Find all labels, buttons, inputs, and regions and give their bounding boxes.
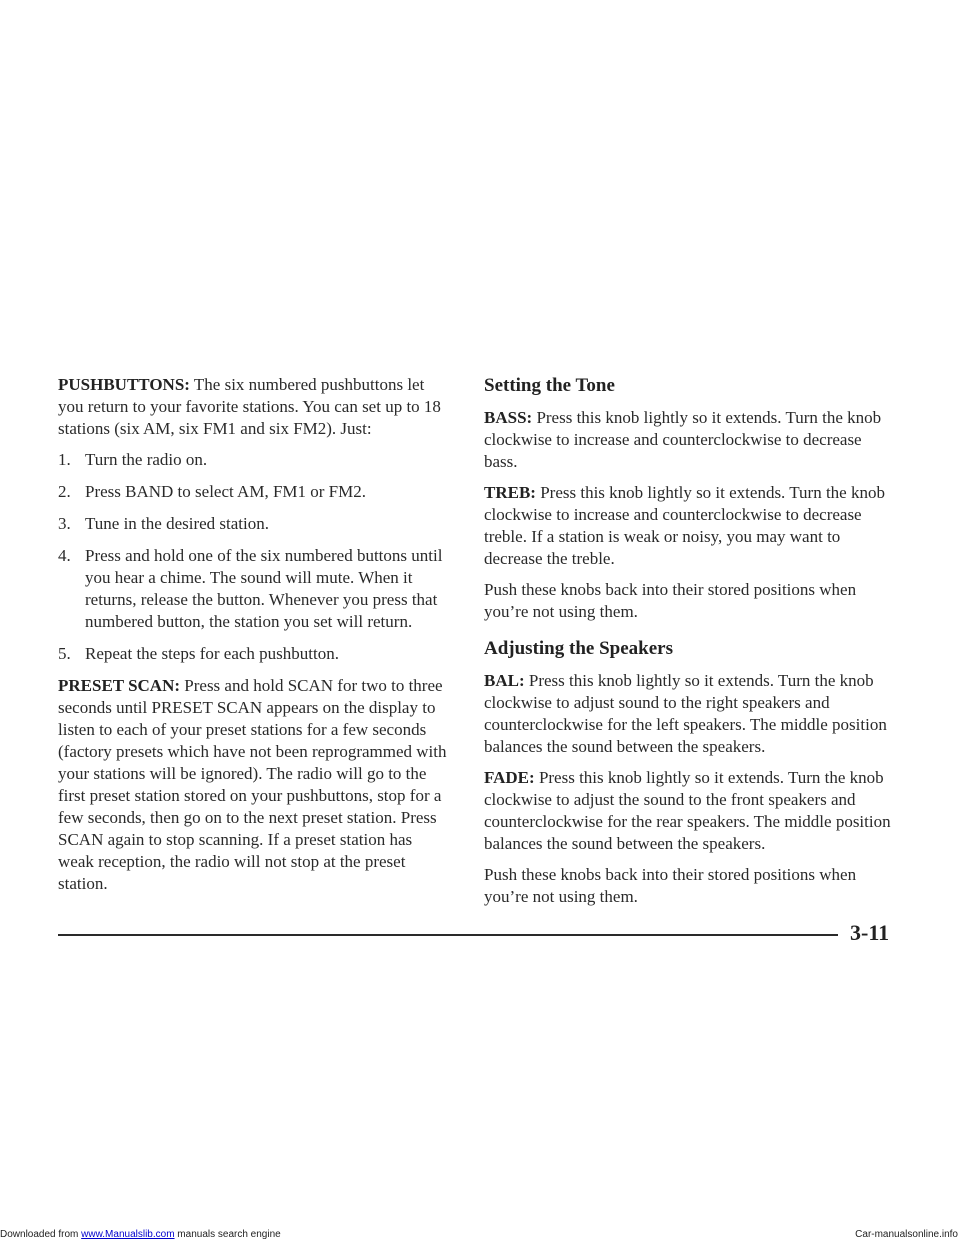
step-number: 4. — [58, 546, 71, 565]
speakers-push-paragraph: Push these knobs back into their stored positions when you’re not using them. — [484, 865, 857, 906]
preset-scan-paragraph — [58, 675, 448, 895]
step-number: 1. — [58, 450, 71, 469]
step-text: Tune in the desired station. — [85, 514, 269, 533]
pushbuttons-label: PUSHBUTTONS: — [58, 375, 190, 394]
preset-scan-label: PRESET SCAN: — [58, 676, 181, 695]
list-item — [58, 481, 448, 503]
footer-suffix: manuals search engine — [174, 1229, 281, 1240]
step-text: Press and hold one of the six numbered buttons until you hear a chime. The sound will mute. When it returns, release the button. Whenever you press that numbered button, the station you set will return. — [85, 546, 443, 631]
manualslib-link[interactable]: www.Manualslib.com — [81, 1229, 175, 1240]
steps-list — [58, 449, 448, 665]
pushbuttons-paragraph — [58, 374, 448, 440]
step-number: 3. — [58, 514, 71, 533]
list-item — [58, 513, 448, 535]
list-item — [58, 643, 448, 665]
left-column — [58, 374, 448, 904]
step-number: 2. — [58, 482, 71, 501]
preset-scan-text: Press and hold SCAN for two to three seconds until PRESET SCAN appears on the display to listen to each of your preset stations for a few seconds (factory presets which have not been reprogrammed with your stations will be ignored). The radio will go to the first preset station stored on your pushbuttons, stop for a few seconds, then go on to the next preset station. Press SCAN again to stop scanning. If a preset station has weak reception, the radio will not stop at the preset station. — [58, 676, 447, 893]
fade-text: Press this knob lightly so it extends. Turn the knob clockwise to adjust the sound to the front speakers and counterclockwise for the rear speakers. The middle position balances the sound between the speakers. — [484, 768, 891, 853]
bass-text: Press this knob lightly so it extends. Turn the knob clockwise to increase and counterclockwise to decrease bass. — [484, 408, 882, 471]
treb-paragraph — [484, 482, 894, 570]
bass-label: BASS: — [484, 408, 533, 427]
right-column — [484, 374, 894, 917]
pushbuttons-text: The six numbered pushbuttons let you return to your favorite stations. You can set up to 18 stations (six AM, six FM1 and six FM2). Just: — [58, 375, 441, 438]
footer-watermark: Car-manualsonline.info — [855, 1229, 958, 1240]
step-text: Press BAND to select AM, FM1 or FM2. — [85, 482, 366, 501]
bal-label: BAL: — [484, 671, 525, 690]
fade-label: FADE: — [484, 768, 535, 787]
tone-heading: Setting the Tone — [484, 375, 615, 396]
bal-paragraph — [484, 670, 894, 758]
page-number: 3-11 — [850, 920, 890, 945]
treb-label: TREB: — [484, 483, 536, 502]
list-item — [58, 545, 448, 633]
step-text: Repeat the steps for each pushbutton. — [85, 644, 339, 663]
step-number: 5. — [58, 644, 71, 663]
list-item — [58, 449, 448, 471]
speakers-heading: Adjusting the Speakers — [484, 638, 673, 659]
fade-paragraph — [484, 767, 894, 855]
treb-text: Press this knob lightly so it extends. Turn the knob clockwise to increase and counterclockwise to decrease treble. If a station is weak or noisy, you may want to decrease the treble. — [484, 483, 885, 568]
step-text: Turn the radio on. — [85, 450, 208, 469]
tone-push-paragraph: Push these knobs back into their stored positions when you’re not using them. — [484, 580, 857, 621]
bal-text: Press this knob lightly so it extends. Turn the knob clockwise to adjust sound to the right speakers and counterclockwise for the left speakers. The middle position balances the sound between the speakers. — [484, 671, 887, 756]
download-footer — [0, 1228, 960, 1242]
footer-prefix: Downloaded from — [0, 1229, 82, 1240]
bass-paragraph — [484, 407, 894, 473]
page-rule — [58, 934, 838, 936]
